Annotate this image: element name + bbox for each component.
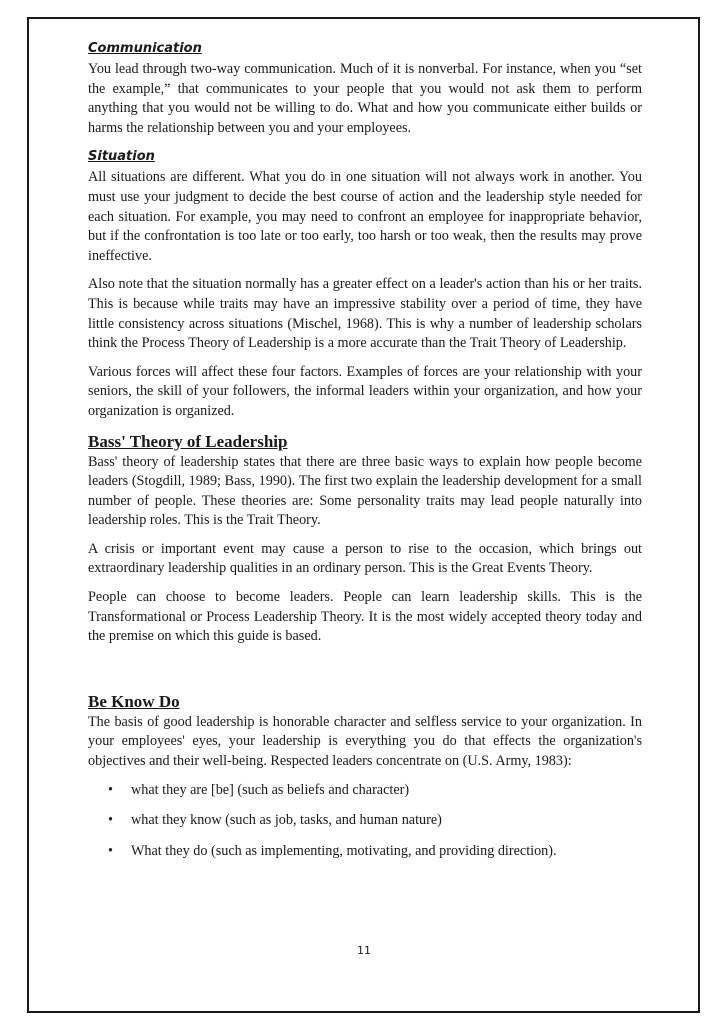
bullet-list <box>88 781 642 862</box>
paragraph: People can choose to become leaders. People can learn leadership skills. This is the Transformational or Process Leadership Theory. It is the most widely accepted theory today and the premise on which this guide is based. <box>88 589 642 645</box>
list-item-text: What they do (such as implementing, motivating, and providing direction). <box>131 842 557 859</box>
list-item-text: what they are [be] (such as beliefs and character) <box>131 781 410 798</box>
section-heading-communication: Communication <box>88 41 202 56</box>
list-item <box>88 842 642 862</box>
paragraph: A crisis or important event may cause a person to rise to the occasion, which brings out extraordinary leadership qualities in an ordinary person. This is the Great Events Theory. <box>88 540 642 577</box>
paragraph: The basis of good leadership is honorable character and selfless service to your organization. In your employees' eyes, your leadership is everything you do that effects the organization's objectives and their well-being. Respected leaders concentrate on (U.S. Army, 1983): <box>88 713 642 770</box>
paragraph: Various forces will affect these four factors. Examples of forces are your relationship with your seniors, the skill of your followers, the informal leaders within your organization, and how your organization is organized. <box>88 363 642 419</box>
paragraph: You lead through two-way communication. Much of it is nonverbal. For instance, when you “set the example,” that communicates to your people that you would not ask them to perform anything that you would not be willing to do. What and how you communicate either builds or harms the relationship between you and your employees. <box>88 61 642 136</box>
list-item-text: what they know (such as job, tasks, and human nature) <box>131 812 442 829</box>
bullet-icon: • <box>108 842 113 859</box>
section-heading-situation: Situation <box>88 149 155 165</box>
list-item <box>88 781 642 801</box>
document-body <box>88 40 642 872</box>
page-number: 11 <box>357 944 371 957</box>
paragraph: All situations are different. What you do in one situation will not always work in another. You must use your judgment to decide the best course of action and the leadership style needed for each situation. For example, you may need to confront an employee for inappropriate behavior, but if the confrontation is too late or too early, too harsh or too weak, then the results may prove ineffective. <box>88 169 642 264</box>
bullet-icon: • <box>108 812 113 829</box>
paragraph: Also note that the situation normally has a greater effect on a leader's action than his or her traits. This is because while traits may have an impressive stability over a period of time, they have little consistency across situations (Mischel, 1968). This is why a number of leadership scholars think the Process Theory of Leadership is a more accurate than the Trait Theory of Leadership. <box>88 276 642 352</box>
section-heading-bass-theory: Bass' Theory of Leadership <box>88 431 288 451</box>
bullet-icon: • <box>108 781 113 798</box>
list-item <box>88 811 642 831</box>
paragraph: Bass' theory of leadership states that there are three basic ways to explain how people become leaders (Stogdill, 1989; Bass, 1990). The first two explain the leadership development for a small number of people. These theories are: Some personality traits may lead people naturally into leadership roles. This is the Trait Theory. <box>88 453 642 529</box>
section-heading-be-know-do: Be Know Do <box>88 691 180 711</box>
